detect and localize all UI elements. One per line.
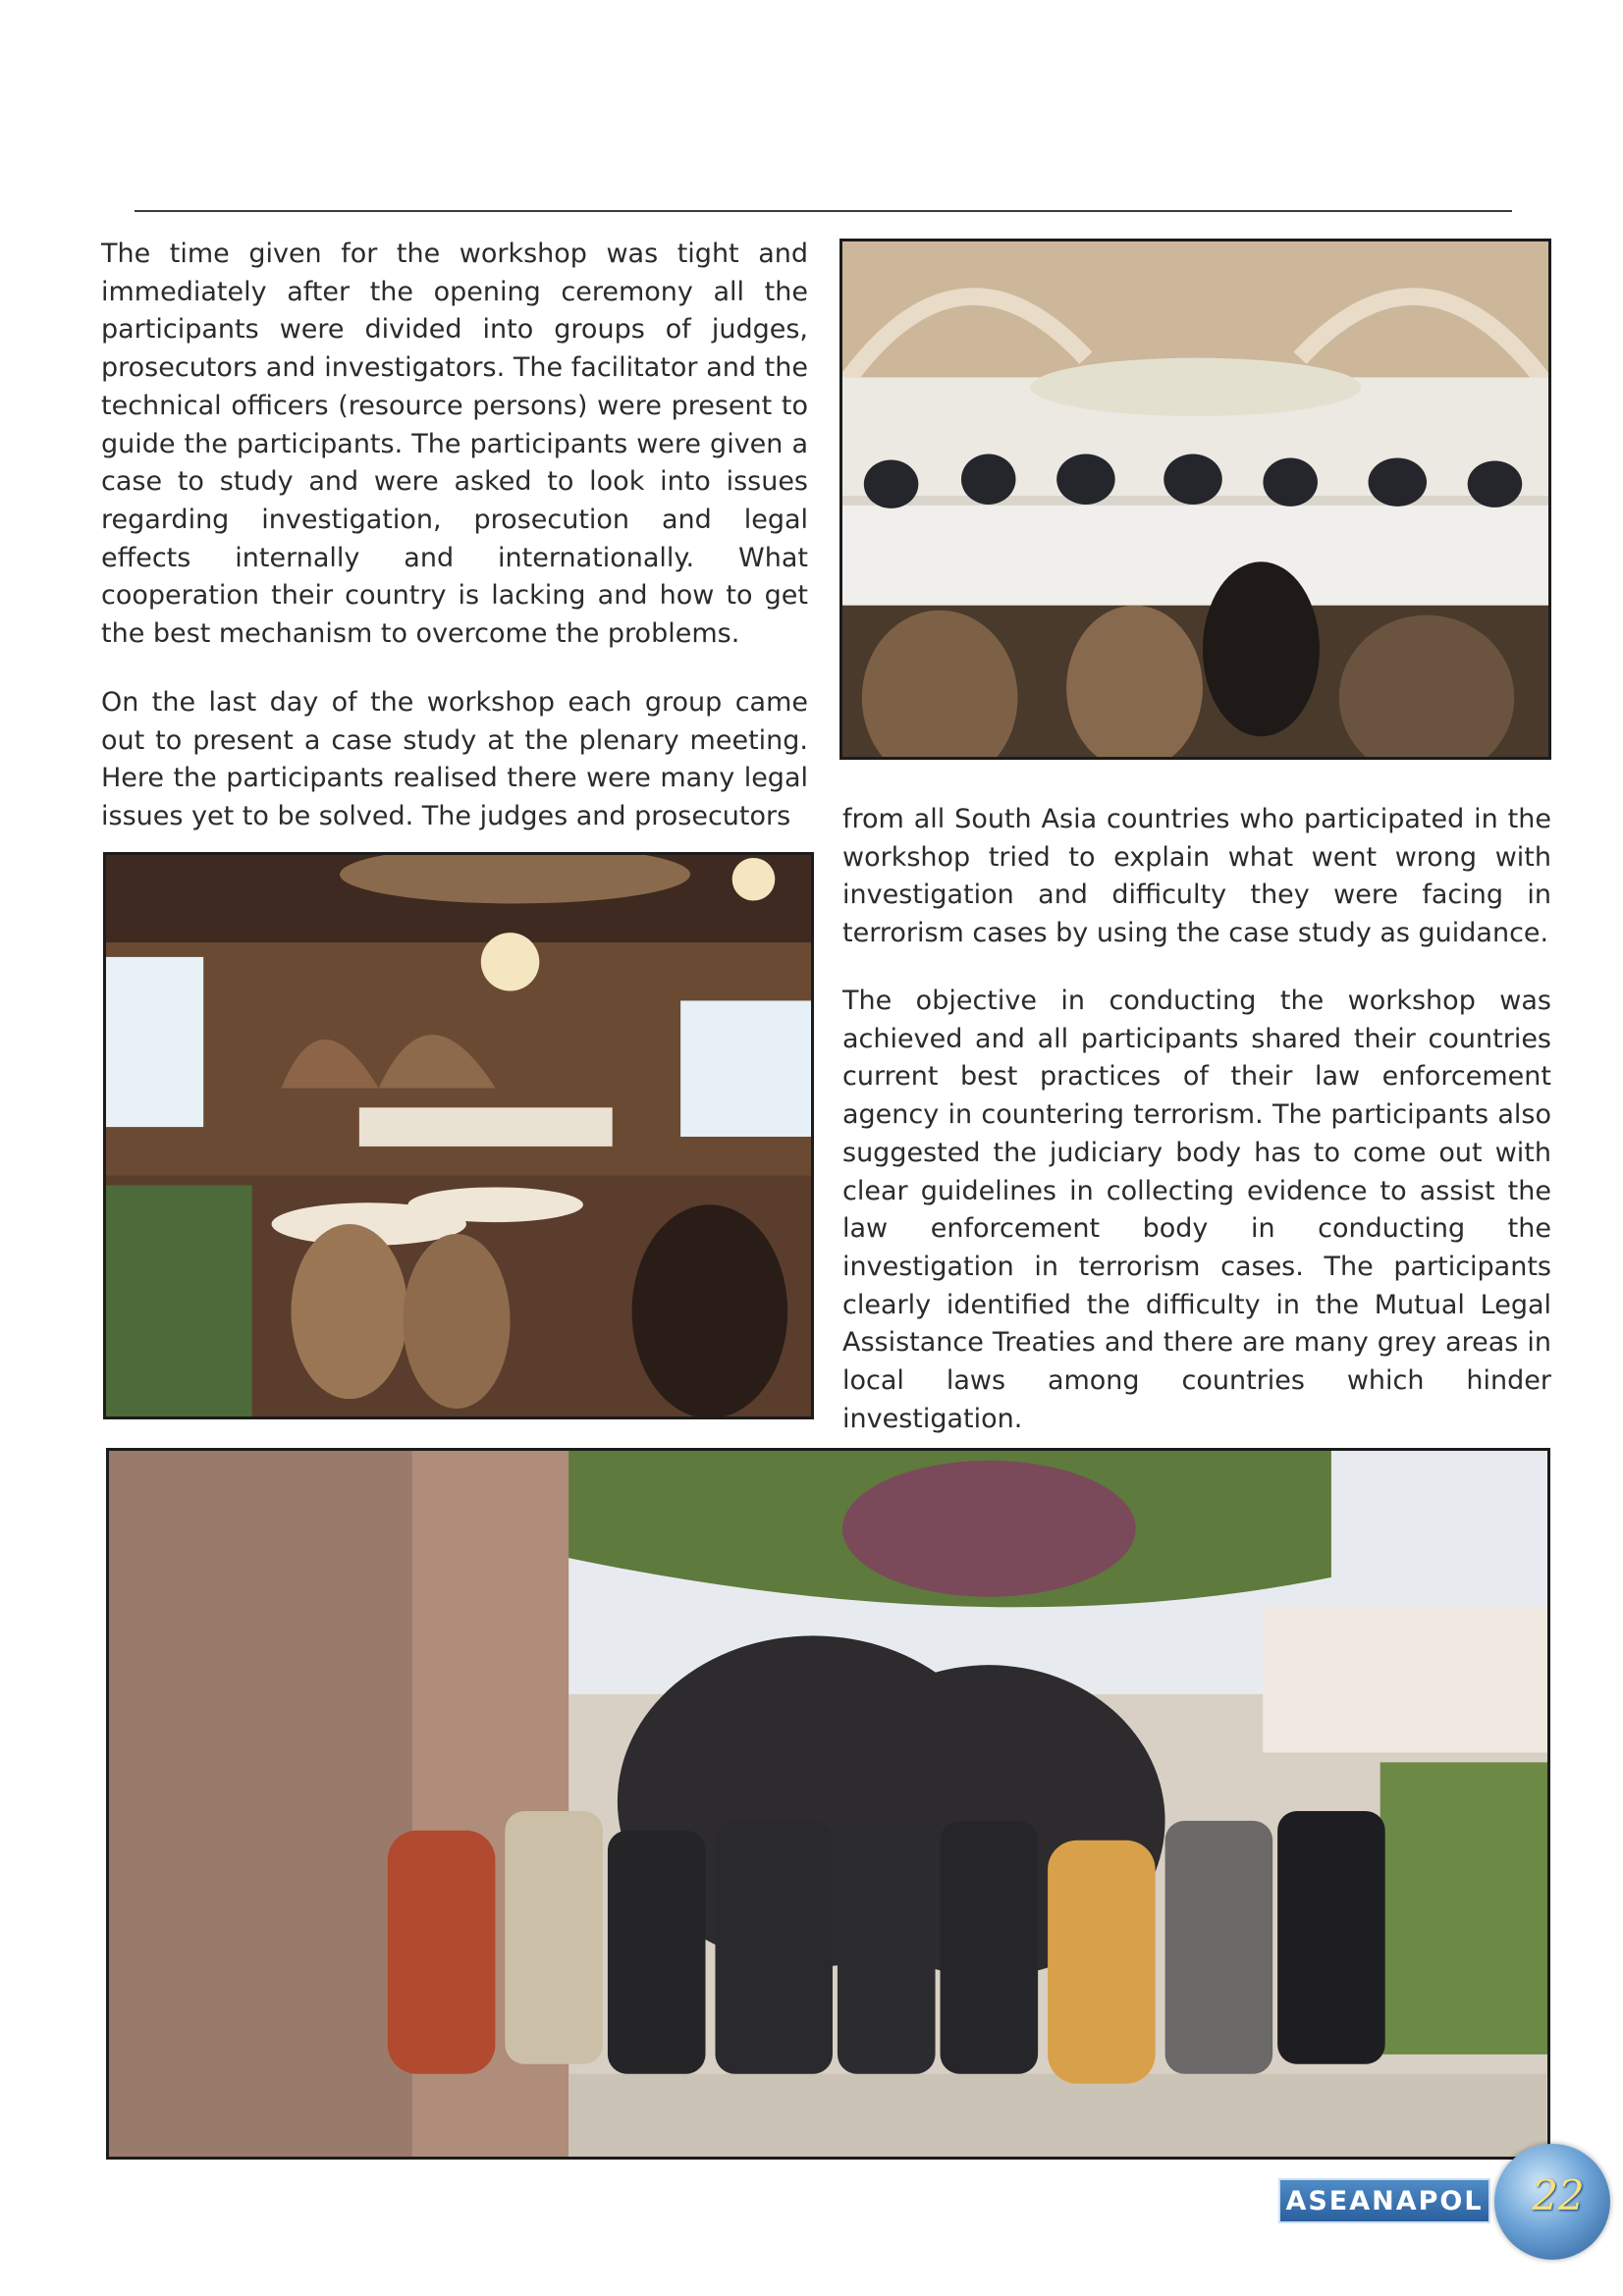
header-rule — [135, 210, 1512, 212]
group-photo — [106, 1448, 1550, 2160]
head-table-photo — [839, 239, 1551, 760]
article-paragraph-3: from all South Asia countries who participated in the workshop tried to explain what went wrong with investigation and difficulty they were facing in terrorism cases by using the case study as guidance. — [842, 804, 1551, 949]
banquet-hall-photo — [103, 852, 814, 1419]
article-paragraph-1: The time given for the workshop was tight and immediately after the opening ceremony all the participants were divided into groups of judges, prosecutors and investigators. The facilitator and the technical officers (resource persons) were present to guide the participants. The participants were given a case to study and were asked to look into issues regarding investigation, prosecution and legal effects internally and internationally. What cooperation their country is lacking and how to get the best mechanism to overcome the problems. — [101, 239, 808, 650]
page-number: 22 — [1532, 2171, 1585, 2219]
article-paragraph-2: On the last day of the workshop each group came out to present a case study at the plenary meeting. Here the participants realised there were many legal issues yet to be solved. The judges and prosecutors — [101, 687, 808, 832]
aseanapol-footer-brand: ASEANAPOL — [1278, 2178, 1490, 2223]
article-paragraph-4: The objective in conducting the workshop was achieved and all participants shared their countries current best practices of their law enforcement agency in countering terrorism. The participants also suggested the judiciary body has to come out with clear guidelines in collecting evidence to assist the law enforcement body in conducting the investigation in terrorism cases. The participants clearly identified the difficulty in the Mutual Legal Assistance Treaties and there are many grey areas in local laws among countries which hinder investigation. — [842, 986, 1551, 1434]
